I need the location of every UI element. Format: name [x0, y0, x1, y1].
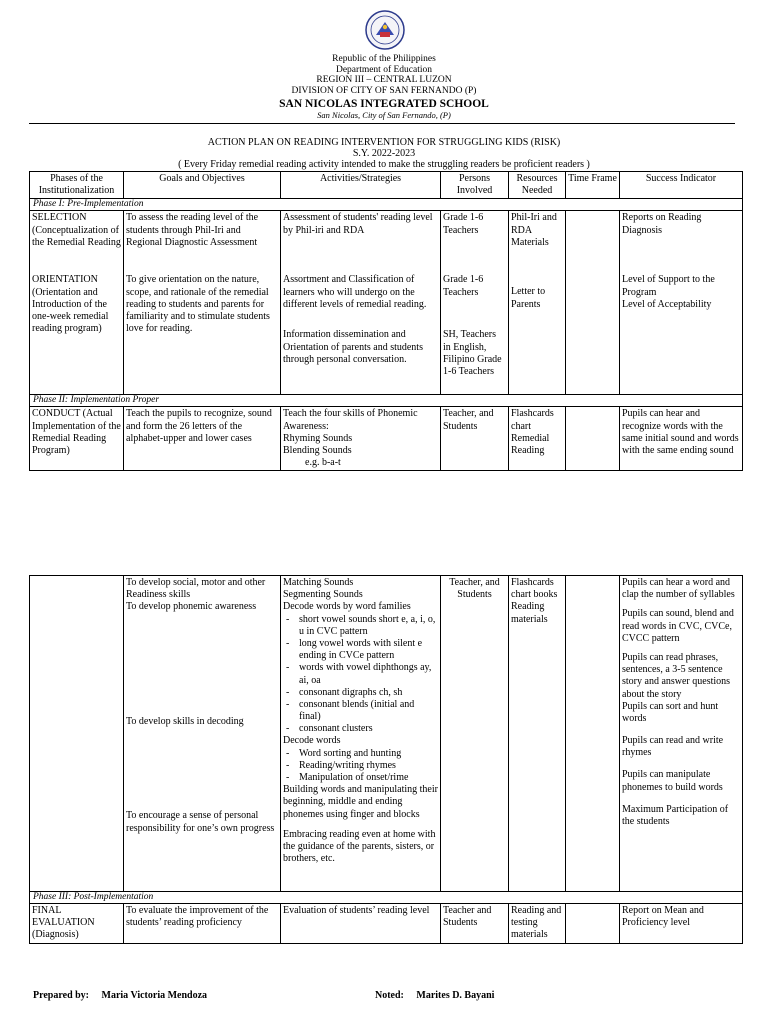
goal-responsibility: To encourage a sense of personal responsibility for one’s own progress [126, 810, 275, 834]
word-family-list [283, 614, 438, 736]
conduct-goal: Teach the pupils to recognize, sound and form the 26 letters of the alphabet-upper and lower cases [124, 407, 281, 471]
list-item: - consonant blends (initial and final) [283, 699, 438, 723]
success-sort: Pupils can sort and hunt words [622, 700, 719, 724]
noted-name: Marites D. Bayani [416, 990, 495, 1001]
phase3-label: Phase III: Post-Implementation [30, 892, 743, 904]
orientation-success-2: Level of Acceptability [622, 298, 712, 310]
conduct-resources: Flashcards chart Remedial Reading [509, 407, 566, 471]
final-resources: Reading and testing materials [509, 904, 566, 944]
conduct-persons: Teacher, and Students [441, 407, 509, 471]
final-activity: Evaluation of students’ reading level [281, 904, 441, 944]
orientation-persons-2: SH, Teachers in English, Filipino Grade 1-6 Teachers [443, 329, 502, 377]
success-cell [620, 211, 743, 395]
division-text: DIVISION OF CITY OF SAN FERNANDO (P) [291, 86, 477, 96]
noted-label: Noted: [375, 990, 404, 1001]
conduct-activity-title: Teach the four skills of Phonemic Awareness: [283, 408, 418, 432]
orientation-resources: Letter to Parents [511, 286, 546, 310]
table-row [30, 904, 743, 944]
final-success: Report on Mean and Proficiency level [620, 904, 743, 944]
header-row [30, 172, 743, 199]
phase-row [30, 892, 743, 904]
list-item: - short vowel sounds short e, a, i, o, u in CVC pattern [283, 614, 438, 638]
activity-segmenting: Segmenting Sounds [283, 589, 363, 601]
col-header-activities: Activities/Strategies [281, 172, 441, 199]
conduct-time [566, 407, 620, 471]
orientation-persons-1: Grade 1-6 Teachers [443, 274, 484, 298]
phase2-label: Phase II: Implementation Proper [30, 395, 743, 407]
success-cvc: Pupils can sound, blend and read words in CVC, CVCe, CVCC pattern [622, 608, 734, 644]
table-row [30, 211, 743, 395]
decode-list [283, 748, 438, 785]
list-item: - Word sorting and hunting [283, 748, 438, 760]
orientation-goal: To give orientation on the nature, scope, and rationale of the remedial reading to students and parents for familiarity and to stimulate students love for reading. [126, 274, 270, 335]
table-row [30, 407, 743, 471]
activity-cell [281, 211, 441, 395]
action-plan-table-page1 [29, 171, 743, 471]
selection-goal: To assess the reading level of the students through Phil-Iri and Regional Diagnostic Assessment [126, 212, 259, 248]
school-address: San Nicolas, City of San Fernando, (P) [317, 110, 451, 120]
goal-phonemic: To develop phonemic awareness [126, 601, 257, 613]
conduct-activity-line: Blending Sounds [283, 444, 352, 456]
col-header-goals: Goals and Objectives [124, 172, 281, 199]
goal-readiness: To develop social, motor and other Readiness skills [126, 577, 266, 601]
list-item: - Reading/writing rhymes [283, 760, 438, 772]
header-divider [29, 123, 735, 124]
document-title: ACTION PLAN ON READING INTERVENTION FOR STRUGGLING KIDS (RISK) [207, 137, 561, 148]
title-note: ( Every Friday remedial reading activity intended to make the struggling readers be proficient readers ) [178, 159, 590, 170]
activity-decode-families: Decode words by word families [283, 601, 411, 613]
republic-text: Republic of the Philippines [332, 54, 436, 64]
orientation-activity-1: Assortment and Classification of learners who will undergo on the different levels of remedial reading. [283, 274, 427, 310]
conduct-phase: CONDUCT (Actual Implementation of the Remedial Reading Program) [30, 407, 124, 471]
department-text: Department of Education [335, 65, 433, 75]
success-story: Pupils can read phrases, sentences, a 3-5 sentence story and answer questions about the story [622, 651, 731, 700]
selection-phase: SELECTION (Conceptualization of the Remedial Reading [32, 212, 121, 248]
goal-cell [124, 576, 281, 892]
final-phase: FINAL EVALUATION (Diagnosis) [30, 904, 124, 944]
table-row [30, 576, 743, 892]
phase-cell [30, 576, 124, 892]
selection-activity: Assessment of students' reading level by Phil-iri and RDA [283, 212, 433, 236]
orientation-activity-2: Information dissemination and Orientation of parents and students through personal conversation. [283, 329, 423, 365]
region-text: REGION III – CENTRAL LUZON [316, 75, 452, 85]
selection-persons: Grade 1-6 Teachers [443, 212, 484, 236]
conduct-activity-example: e.g. b-a-t [305, 457, 341, 469]
list-item: - long vowel words with silent e ending in CVCe pattern [283, 638, 438, 662]
list-item: - consonant clusters [283, 723, 438, 735]
final-time [566, 904, 620, 944]
activity-building: Building words and manipulating their beginning, middle and ending phonemes using finger and blocks [283, 784, 438, 820]
time-cell [566, 576, 620, 892]
conduct-success: Pupils can hear and recognize words with the same initial sound and words with the same ending sound [620, 407, 743, 471]
list-item: - words with vowel diphthongs ay, ai, oa [283, 662, 438, 686]
goal-decoding: To develop skills in decoding [126, 716, 244, 728]
final-goal: To evaluate the improvement of the students’ reading proficiency [124, 904, 281, 944]
school-name: SAN NICOLAS INTEGRATED SCHOOL [279, 98, 489, 110]
activity-matching: Matching Sounds [283, 577, 354, 588]
prepared-by [33, 990, 207, 1001]
success-phonemes: Pupils can manipulate phonemes to build words [622, 769, 723, 793]
persons-cell: Teacher, and Students [441, 576, 509, 892]
orientation-success-1: Level of Support to the Program [622, 274, 715, 298]
activity-embracing: Embracing reading even at home with the guidance of the parents, sisters, or brothers, etc. [283, 828, 436, 865]
selection-success: Reports on Reading Diagnosis [622, 212, 702, 236]
phase-row [30, 395, 743, 407]
success-syllables: Pupils can hear a word and clap the number of syllables [622, 577, 735, 601]
col-header-persons: Persons Involved [441, 172, 509, 199]
col-header-resources: Resources Needed [509, 172, 566, 199]
col-header-success: Success Indicator [620, 172, 743, 199]
phase-cell [30, 211, 124, 395]
activity-cell [281, 576, 441, 892]
conduct-activity [281, 407, 441, 471]
orientation-phase: ORIENTATION (Orientation and Introduction of the one-week remedial reading program) [32, 274, 109, 335]
selection-resources: Phil-Iri and RDA Materials [511, 212, 557, 248]
goal-cell [124, 211, 281, 395]
success-participation: Maximum Participation of the students [622, 803, 729, 827]
col-header-time: Time Frame [566, 172, 620, 199]
school-year: S.Y. 2022-2023 [352, 148, 416, 159]
success-rhymes: Pupils can read and write rhymes [622, 735, 724, 759]
persons-cell [441, 211, 509, 395]
conduct-activity-line: Rhyming Sounds [283, 432, 353, 444]
activity-decode-words: Decode words [283, 735, 341, 747]
resources-cell [509, 211, 566, 395]
phase1-label: Phase I: Pre-Implementation [30, 199, 743, 211]
phase-row [30, 199, 743, 211]
prepared-label: Prepared by: [33, 990, 90, 1001]
prepared-name: Maria Victoria Mendoza [101, 990, 208, 1001]
success-cell [620, 576, 743, 892]
final-persons: Teacher and Students [441, 904, 509, 944]
resources-cell: Flashcards chart books Reading materials [509, 576, 566, 892]
list-item: - Manipulation of onset/rime [283, 772, 438, 784]
deped-seal-icon [365, 10, 405, 50]
time-cell [566, 211, 620, 395]
noted-by [375, 990, 494, 1001]
col-header-phases: Phases of the Institutionalization [30, 172, 124, 199]
list-item: - consonant digraphs ch, sh [283, 687, 438, 699]
action-plan-table-page2 [29, 575, 743, 944]
